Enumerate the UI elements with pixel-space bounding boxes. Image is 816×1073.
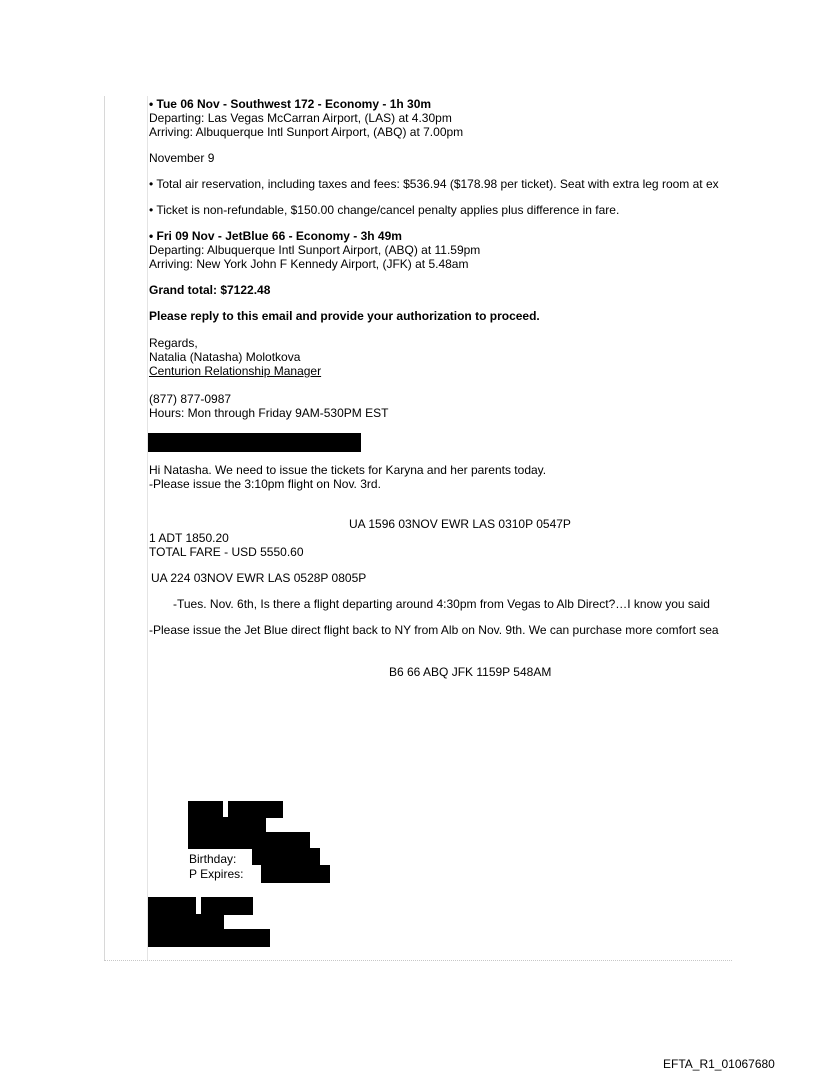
passport-expires-label: P Expires: [189, 867, 244, 881]
total-reservation-bullet: • Total air reservation, including taxes and fees: $536.94 ($178.98 per ticket). Seat with extra leg room at ex [149, 177, 719, 191]
redaction-block [148, 433, 361, 452]
tues-question: -Tues. Nov. 6th, Is there a flight departing around 4:30pm from Vegas to Alb Direct?…I know you said [173, 597, 710, 611]
flight2-departing: Departing: Albuquerque Intl Sunport Airport, (ABQ) at 11.59pm [149, 243, 481, 257]
itinerary-ua224: UA 224 03NOV EWR LAS 0528P 0805P [151, 571, 367, 585]
november9-heading: November 9 [149, 151, 215, 165]
signature-hours: Hours: Mon through Friday 9AM-530PM EST [149, 406, 389, 420]
ticket-penalty-bullet: • Ticket is non-refundable, $150.00 change/cancel penalty applies plus difference in fare. [149, 203, 620, 217]
redaction-block [188, 817, 266, 833]
jetblue-request: -Please issue the Jet Blue direct flight back to NY from Alb on Nov. 9th. We can purchase more comfort sea [149, 623, 719, 637]
flight2-header: • Fri 09 Nov - JetBlue 66 - Economy - 3h 49m [149, 229, 402, 243]
email-frame-bottom-border [104, 960, 732, 961]
redaction-block [252, 848, 320, 865]
signature-phone: (877) 877-0987 [149, 392, 232, 406]
redaction-block [148, 897, 196, 915]
itinerary-ua1596: UA 1596 03NOV EWR LAS 0310P 0547P [349, 517, 571, 531]
email-body [149, 97, 816, 679]
flight1-arriving: Arriving: Albuquerque Intl Sunport Airport, (ABQ) at 7.00pm [149, 125, 464, 139]
signature-regards: Regards, [149, 336, 198, 350]
reply-greeting: Hi Natasha. We need to issue the tickets for Karyna and her parents today. [149, 463, 547, 477]
flight1-header: • Tue 06 Nov - Southwest 172 - Economy - 1h 30m [149, 97, 432, 111]
redaction-block [201, 897, 253, 915]
itinerary-adt: 1 ADT 1850.20 [149, 531, 229, 545]
redaction-block [148, 914, 224, 930]
flight2-arriving: Arriving: New York John F Kennedy Airport, (JFK) at 5.48am [149, 257, 469, 271]
document-id-footer: EFTA_R1_01067680 [663, 1057, 775, 1071]
email-quote-border [147, 96, 148, 961]
email-frame-left-border [104, 96, 105, 961]
redaction-block [188, 801, 223, 818]
redaction-block [261, 865, 330, 883]
flight1-departing: Departing: Las Vegas McCarran Airport, (LAS) at 4.30pm [149, 111, 452, 125]
redaction-block [148, 929, 270, 947]
signature-title: Centurion Relationship Manager [149, 364, 322, 378]
birthday-label: Birthday: [189, 852, 237, 866]
grand-total: Grand total: $7122.48 [149, 283, 271, 297]
itinerary-b6: B6 66 ABQ JFK 1159P 548AM [389, 665, 552, 679]
reply-issue-310: -Please issue the 3:10pm flight on Nov. 3rd. [149, 477, 381, 491]
redaction-block [188, 832, 310, 849]
itinerary-total-fare: TOTAL FARE - USD 5550.60 [149, 545, 304, 559]
signature-name: Natalia (Natasha) Molotkova [149, 350, 301, 364]
reply-request: Please reply to this email and provide your authorization to proceed. [149, 309, 540, 323]
redaction-block [228, 801, 283, 818]
